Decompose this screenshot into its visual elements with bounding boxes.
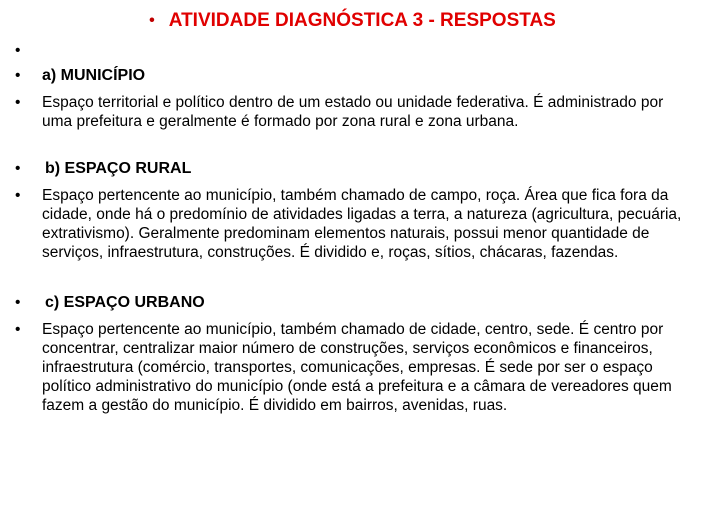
bullet-icon: •: [15, 42, 21, 59]
bullet-icon: •: [15, 321, 21, 338]
heading-item-espaco-rural: [15, 159, 685, 178]
heading-espaco-urbano: c) ESPAÇO URBANO: [45, 294, 205, 311]
bullet-icon: •: [15, 160, 21, 177]
paragraph-espaco-urbano: Espaço pertencente ao município, também chamado de cidade, centro, sede. É centro por concentrar, centralizar maior número de construções, serviços econômicos e financeiros, infraestrutura (comércio, transportes, comunicações, empresas. É sede por ser o espaço político administrativo do município (onde está a prefeitura e a câmara de vereadores quem fazem a gestão do município. É dividido em bairros, avenidas, ruas.: [42, 321, 672, 414]
bullet-icon: •: [15, 94, 21, 111]
bullet-icon: •: [15, 294, 21, 311]
bullet-icon: •: [15, 67, 21, 84]
title-text: ATIVIDADE DIAGNÓSTICA 3 - RESPOSTAS: [168, 10, 556, 31]
body-item-municipio: [15, 93, 685, 131]
body-item-espaco-rural: [15, 186, 685, 262]
slide-title: [0, 10, 705, 32]
body-item-espaco-urbano: [15, 320, 685, 415]
heading-item-espaco-urbano: [15, 293, 685, 312]
heading-municipio: a) MUNICÍPIO: [42, 67, 146, 84]
title-bullet-icon: •: [149, 12, 155, 29]
heading-espaco-rural: b) ESPAÇO RURAL: [45, 160, 192, 177]
paragraph-municipio: Espaço territorial e político dentro de um estado ou unidade federativa. É administrado por uma prefeitura e geralmente é formado por zona rural e zona urbana.: [42, 94, 664, 130]
bullet-icon: •: [15, 187, 21, 204]
paragraph-espaco-rural: Espaço pertencente ao município, também chamado de campo, roça. Área que fica fora da cidade, onde há o predomínio de atividades ligadas a terra, a natureza (agricultura, pecuária, extrativismo). Geralmente predominam elementos naturais, possui menor quantidade de serviços, infraestrutura, construções. É dividido e, roças, sítios, chácaras, fazendas.: [42, 187, 682, 261]
heading-item-municipio: [15, 66, 685, 85]
